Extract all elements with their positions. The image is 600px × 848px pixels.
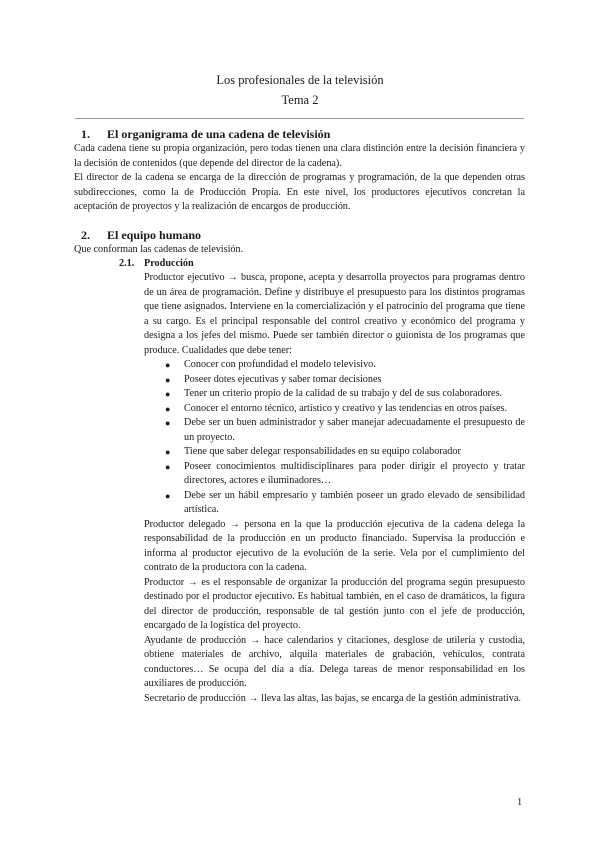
document-title: Los profesionales de la televisión [216,73,384,87]
bullet-icon: ● [165,403,171,414]
bullet-icon: ● [165,360,171,370]
bullet-icon: ● [165,389,171,399]
bullet-icon: ● [165,461,171,472]
section-2-title: El equipo humano [107,227,202,242]
list-item: ● Debe ser un hábil empresario y también poseer un grado elevado de sensibilidad artística. [165,489,525,515]
bullet-icon: ● [165,374,171,385]
page-number: 1 [517,797,523,808]
secretario-produccion-paragraph: Secretario de producción → lleva las altas, las bajas, se encarga de la gestión administrativa. [144,692,521,704]
section-1-number: 1. [81,127,90,141]
list-item: ● Tener un criterio propio de la calidad de su trabajo y del de sus colaboradores. [184,387,525,402]
qualities-list [74,358,525,518]
productor-delegado-paragraph: Productor delegado → persona en la que la producción ejecutiva de la cadena delega la responsabilidad de la producción en un producto financiado. Supervisa la producción e informa al productor ejecutivo de la evolución de la serie. Vela por el cumplimiento del contrato de la productora con la cadena. [144,518,525,573]
list-item: ● Conocer el entorno técnico, artístico y creativo y las tendencias en otros países. [184,402,525,417]
section-1-heading [74,126,525,142]
document-body [74,126,525,706]
section-1-paragraph: Cada cadena tiene su propia organización, pero todas tienen una clara distinción entre la decisión financiera y la decisión de contenidos (que depende del director de la cadena). [74,143,525,169]
section-1-paragraph: El director de la cadena se encarga de la dirección de programas y programación, de la que dependen otras subdirecciones, como la de Producción Propia. En este nivel, los productores ejecutivos concretan la aceptación de proyectos y la realización de encargos de producción. [74,172,525,212]
title-divider [75,118,524,119]
section-2-intro: Que conforman las cadenas de televisión. [74,243,244,255]
bullet-icon: ● [165,490,171,501]
list-item: ● Tiene que saber delegar responsabilidades en su equipo colaborador [184,445,525,460]
section-2-number: 2. [81,227,90,242]
subsection-2-1-number: 2.1. [119,258,135,269]
ayudante-produccion-paragraph: Ayudante de producción → hace calendarios y citaciones, desglose de utilería y custodia, obtiene materiales de archivo, alquila materiales de grabación, vehículos, contrata conductores… Se ocupa del día a día. Delega tareas de menor responsabilidad en los auxiliares de producción. [144,634,525,689]
list-item: ● Conocer con profundidad el modelo televisivo. [184,358,525,373]
bullet-icon: ● [165,418,171,428]
list-item: ● Poseer conocimientos multidisciplinares para poder dirigir el proyecto y tratar directores, actores e iluminadores… [165,460,525,486]
bullet-icon: ● [165,447,171,457]
section-1-title: El organigrama de una cadena de televisión [107,127,331,141]
productor-ejecutivo-paragraph: Productor ejecutivo → busca, propone, acepta y desarrolla proyectos para programas dentro de un área de programación. Define y distribuye el presupuesto para los distintos programas que tiene asignados. Interviene en la comercialización y el patrocinio del programa que tiene a su cargo. Es el principal responsable del control creativo y económico del programa y designa a los jefes del mismo. Puede ser también director o guionista de los programas que produce. Cualidades que debe tener: [144,272,525,356]
document-subtitle: Tema 2 [281,93,319,107]
list-item: ● Debe ser un buen administrador y saber manejar adecuadamente el presupuesto de un proyecto. [165,417,525,443]
subsection-2-1-title: Producción [144,258,194,269]
productor-paragraph: Productor → es el responsable de organizar la producción del programa según presupuesto destinado por el productor ejecutivo. Es habitual también, en el caso de dramáticos, la figura del director de producción, responsable de tal gestión junto con el jefe de producción, encargado de la logística del proyecto. [144,576,525,631]
subsection-2-1-heading [74,257,525,271]
list-item: ● Poseer dotes ejecutivas y saber tomar decisiones [184,373,525,388]
section-2-heading [74,227,525,243]
